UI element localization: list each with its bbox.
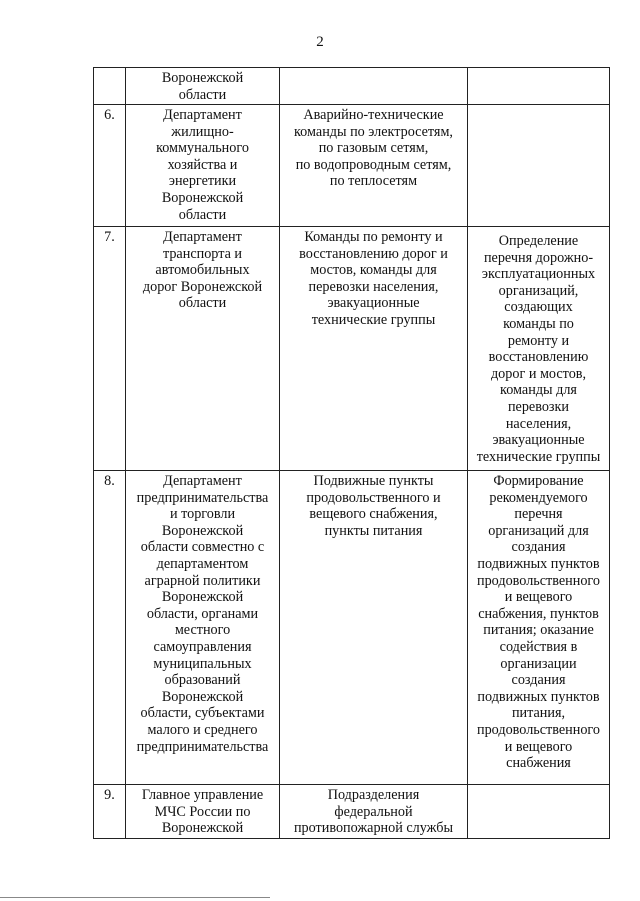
table-row: [94, 68, 610, 105]
row-number: [94, 68, 126, 105]
actions-cell: [468, 785, 610, 839]
table-row: [94, 105, 610, 227]
organization-cell: Департамент транспорта и автомобильных дорог Воронежской области: [126, 227, 280, 471]
table-row: [94, 227, 610, 471]
page-number: 2: [316, 34, 324, 50]
forces-cell: Подвижные пункты продовольственного и вещевого снабжения, пункты питания: [280, 471, 468, 785]
scan-edge-line: [0, 897, 270, 898]
actions-cell: Формирование рекомендуемого перечня организаций для создания подвижных пунктов продовольственного и вещевого снабжения, пунктов питания; оказание содействия в организации создания подвижных пунктов питания, продовольственного и вещевого снабжения: [468, 471, 610, 785]
row-number: 8.: [94, 471, 126, 785]
organization-cell: Воронежской области: [126, 68, 280, 105]
responsibility-table: [93, 67, 610, 839]
row-number: 7.: [94, 227, 126, 471]
actions-cell: [468, 105, 610, 227]
row-number: 6.: [94, 105, 126, 227]
row-number: 9.: [94, 785, 126, 839]
actions-cell: [468, 68, 610, 105]
forces-cell: Аварийно-технические команды по электросетям, по газовым сетям, по водопроводным сетям, по теплосетям: [280, 105, 468, 227]
organization-cell: Департамент предпринимательства и торговли Воронежской области совместно с департаментом аграрной политики Воронежской области, органами местного самоуправления муниципальных образований Воронежской области, субъектами малого и среднего предпринимательства: [126, 471, 280, 785]
organization-cell: Главное управление МЧС России по Воронежской: [126, 785, 280, 839]
forces-cell: [280, 68, 468, 105]
organization-cell: Департамент жилищно- коммунального хозяйства и энергетики Воронежской области: [126, 105, 280, 227]
forces-cell: Команды по ремонту и восстановлению дорог и мостов, команды для перевозки населения, эвакуационные технические группы: [280, 227, 468, 471]
actions-cell: Определение перечня дорожно- эксплуатационных организаций, создающих команды по ремонту и восстановлению дорог и мостов, команды для перевозки населения, эвакуационные технические группы: [468, 227, 610, 471]
table-row: [94, 785, 610, 839]
forces-cell: Подразделения федеральной противопожарной службы: [280, 785, 468, 839]
table-row: [94, 471, 610, 785]
